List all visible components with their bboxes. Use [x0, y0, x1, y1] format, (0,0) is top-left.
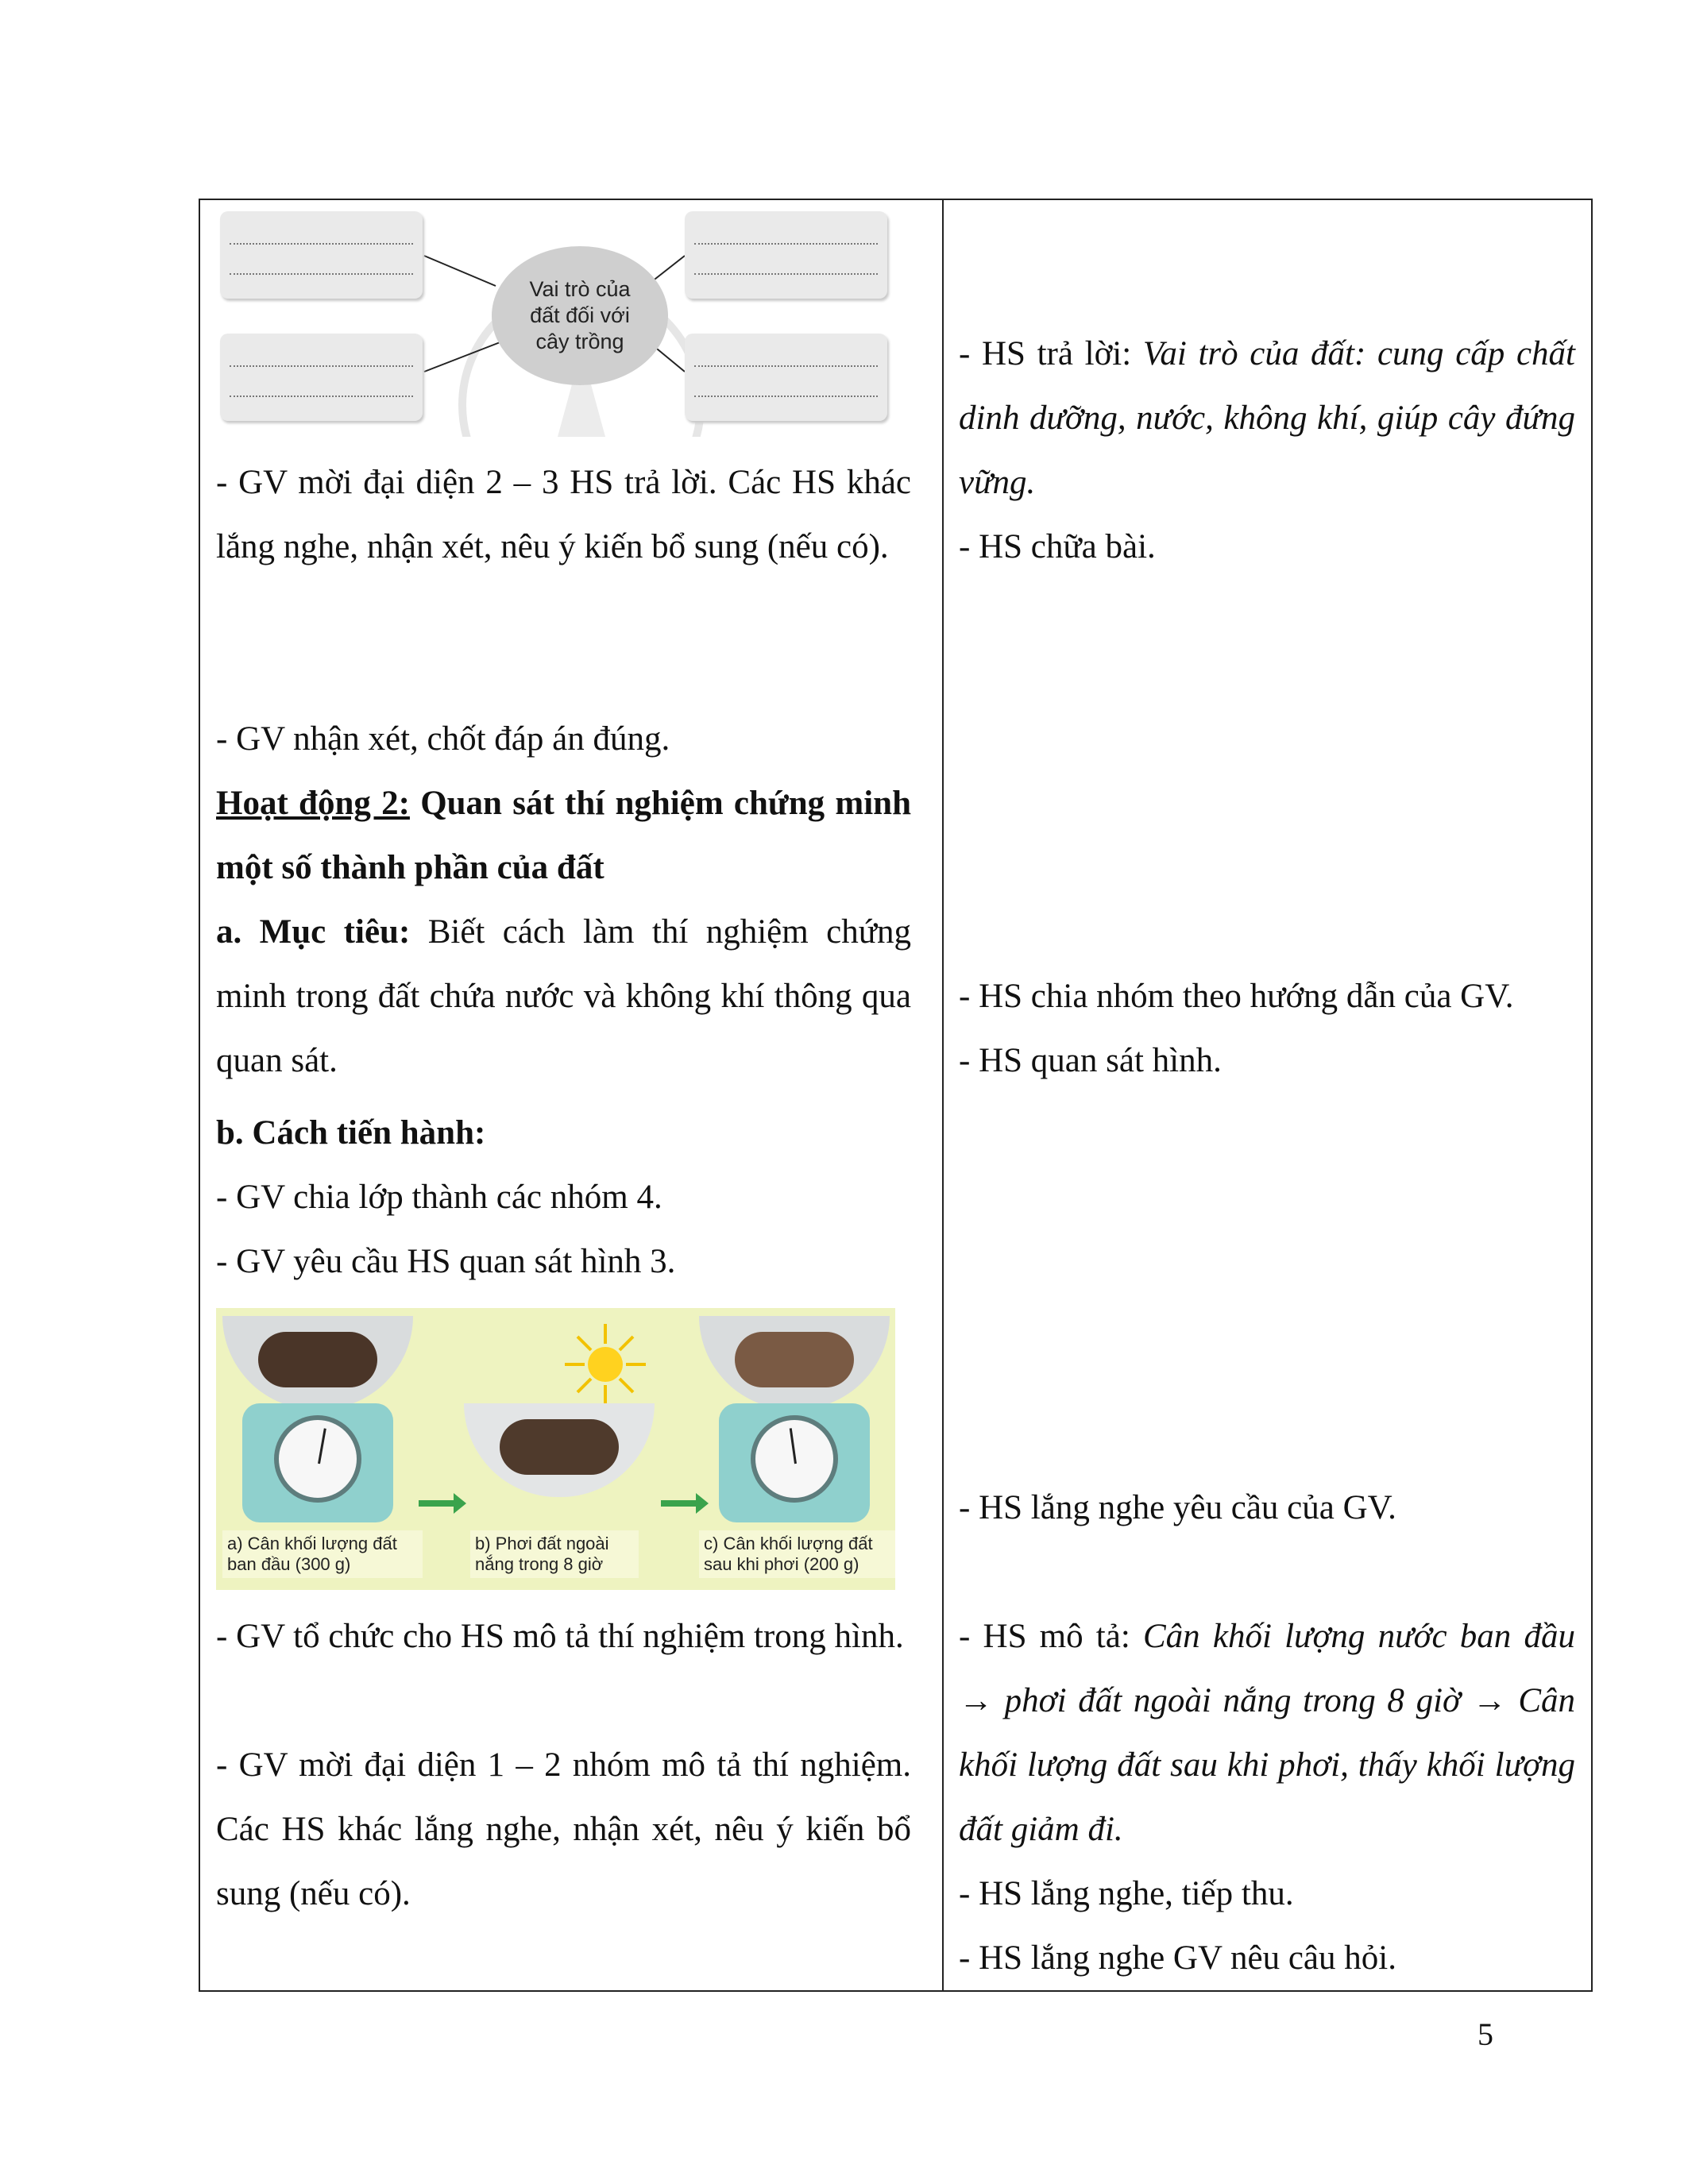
right-1-answer: Vai trò của đất: cung cấp chất dinh dưỡng, nước, không khí, giúp cây đứng vững. [959, 335, 1575, 501]
right-paragraph-7: - HS lắng nghe, tiếp thu. [959, 1875, 1294, 1912]
scale-before [222, 1316, 413, 1518]
answer-box-bottom-left [220, 334, 423, 421]
right-paragraph-2: - HS chữa bài. [959, 528, 1156, 565]
method-heading: b. Cách tiến hành: [216, 1114, 486, 1152]
left-paragraph-2: - GV nhận xét, chốt đáp án đúng. [216, 720, 670, 758]
caption-b: b) Phơi đất ngoài nắng trong 8 giờ [470, 1530, 639, 1578]
activity-heading [216, 771, 911, 900]
lesson-table [199, 199, 1593, 1992]
right-paragraph-4: - HS quan sát hình. [959, 1042, 1222, 1079]
left-paragraph-6: - GV mời đại diện 1 – 2 nhóm mô tả thí nghiệm. Các HS khác lắng nghe, nhận xét, nêu ý kiến bổ sung (nếu có). [216, 1746, 911, 1912]
right-1-prefix: - HS trả lời: [959, 335, 1143, 372]
answer-box-top-right [685, 211, 887, 299]
mind-map-figure [216, 206, 891, 437]
activity-title: Quan sát thí nghiệm chứng minh một số thành phần của đất [216, 785, 911, 886]
caption-c: c) Cân khối lượng đất sau khi phơi (200 g) [699, 1530, 895, 1578]
left-paragraph-4: - GV yêu cầu HS quan sát hình 3. [216, 1243, 676, 1280]
scale-icon [242, 1403, 393, 1522]
scale-after [699, 1316, 890, 1518]
right-paragraph-6 [959, 1604, 1575, 1862]
left-paragraph-1: - GV mời đại diện 2 – 3 HS trả lời. Các HS khác lắng nghe, nhận xét, nêu ý kiến bổ sung (nếu có). [216, 464, 911, 565]
right-6-description: Cân khối lượng nước ban đầu → phơi đất ngoài nắng trong 8 giờ → Cân khối lượng đất sau khi phơi, thấy khối lượng đất giảm đi. [959, 1618, 1575, 1848]
caption-a: a) Cân khối lượng đất ban đầu (300 g) [222, 1530, 423, 1578]
right-6-prefix: - HS mô tả: [959, 1618, 1143, 1655]
experiment-figure [216, 1308, 895, 1590]
arrow-right-icon [661, 1500, 697, 1507]
goal-text: Biết cách làm thí nghiệm chứng minh trong đất chứa nước và không khí thông qua quan sát. [216, 913, 911, 1079]
left-paragraph-3: - GV chia lớp thành các nhóm 4. [216, 1179, 662, 1216]
activity-label: Hoạt động 2: [216, 785, 410, 822]
goal-label: a. Mục tiêu: [216, 913, 411, 951]
mind-map-center [492, 246, 668, 385]
right-paragraph-5: - HS lắng nghe yêu cầu của GV. [959, 1489, 1396, 1526]
page-number: 5 [1477, 2016, 1493, 2052]
goal-paragraph [216, 900, 911, 1093]
column-divider [942, 200, 944, 1990]
answer-box-bottom-right [685, 334, 887, 421]
left-paragraph-5: - GV tổ chức cho HS mô tả thí nghiệm trong hình. [216, 1618, 904, 1655]
right-paragraph-8: - HS lắng nghe GV nêu câu hỏi. [959, 1939, 1396, 1977]
arrow-right-icon [419, 1500, 455, 1507]
right-paragraph-3: - HS chia nhóm theo hướng dẫn của GV. [959, 978, 1514, 1015]
answer-box-top-left [220, 211, 423, 299]
right-paragraph-1 [959, 322, 1575, 515]
bowl-icon [222, 1316, 413, 1410]
mind-map-center-text: Vai trò của đất đối với cây trồng [529, 277, 631, 353]
bowl-icon [699, 1316, 890, 1410]
bowl-icon [464, 1403, 655, 1497]
scale-icon [719, 1403, 870, 1522]
